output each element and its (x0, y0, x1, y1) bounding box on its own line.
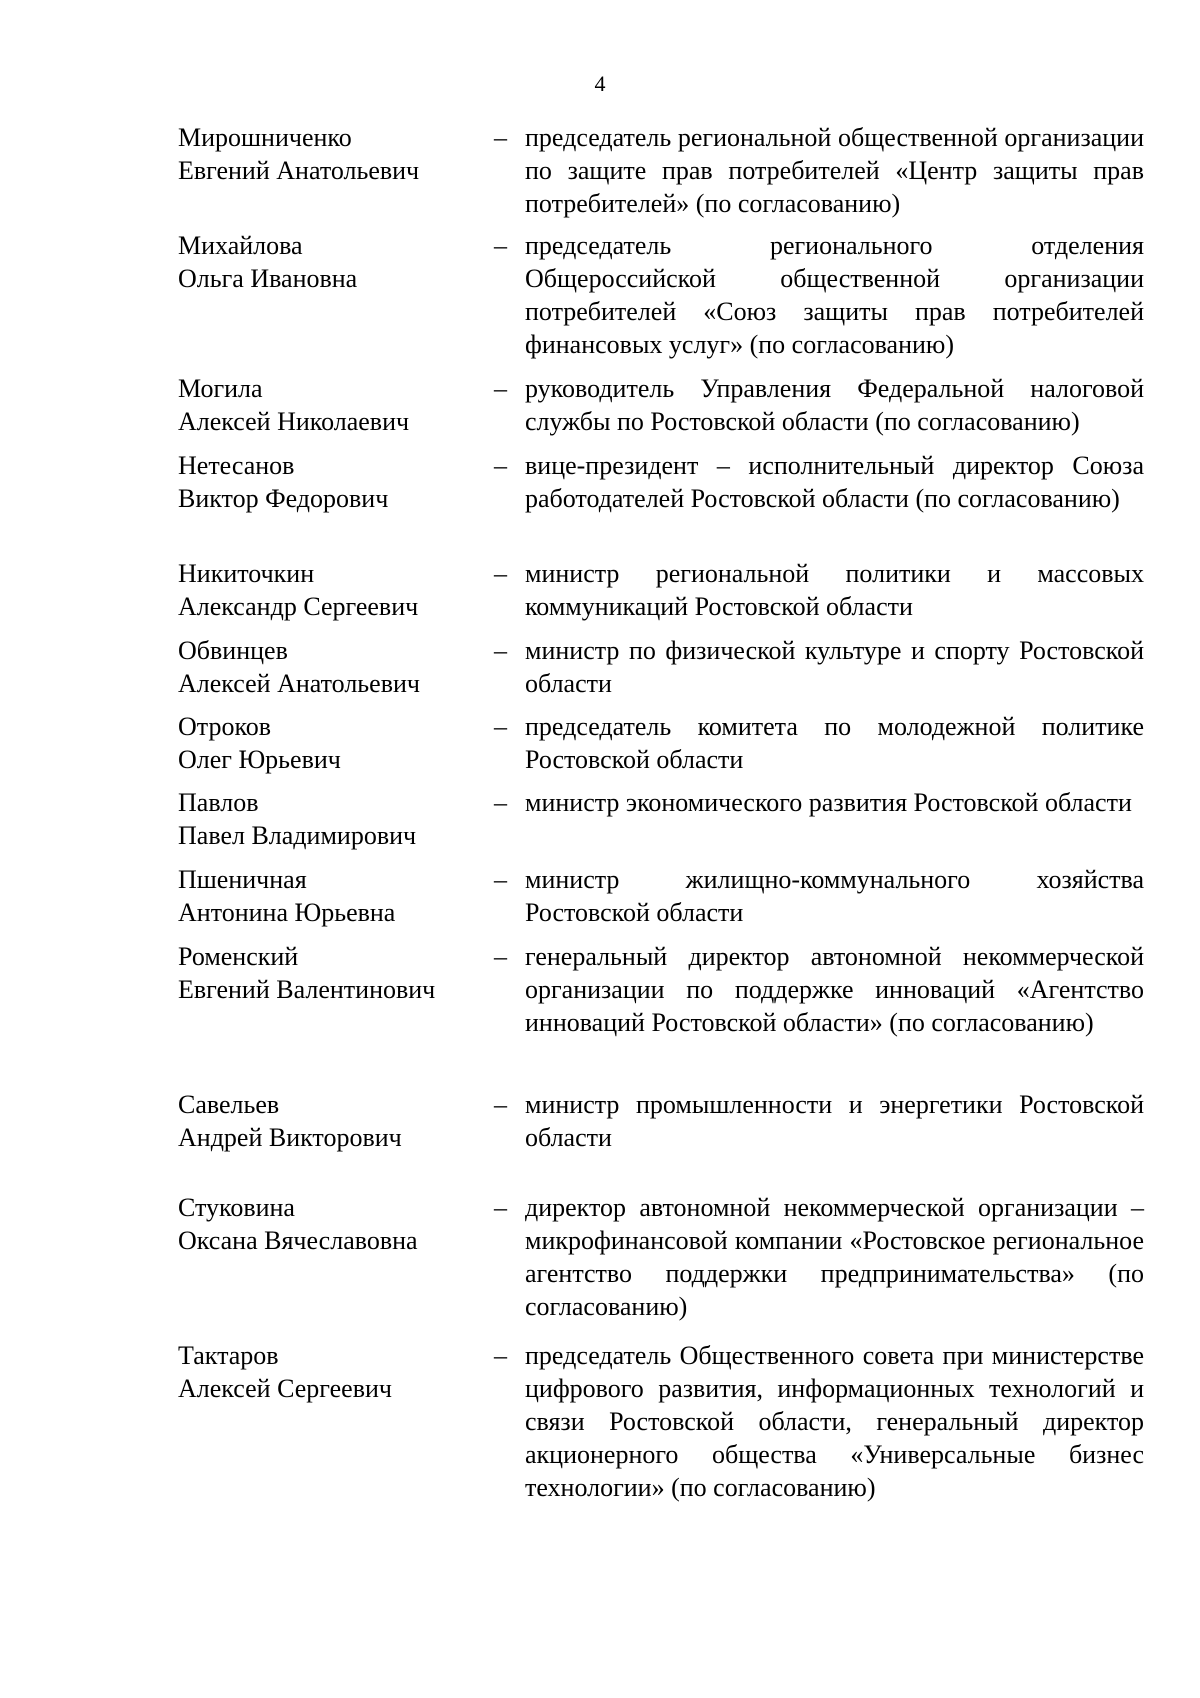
member-surname: Павлов (178, 788, 259, 817)
member-surname: Никиточкин (178, 559, 315, 588)
page-number: 4 (594, 71, 606, 96)
member-given-name: Евгений Валентинович (178, 975, 436, 1004)
member-role: министр по физической культуре и спорту Ростовской области (525, 636, 1144, 698)
member-surname: Отроков (178, 712, 272, 741)
member-given-name: Алексей Анатольевич (178, 669, 420, 698)
member-role: председатель Общественного совета при министерстве цифрового развития, информационных технологий и связи Ростовской области, генеральный директор акционерного общества «Универсальные бизнес технологии» (по согласованию) (525, 1341, 1144, 1502)
member-surname: Роменский (178, 942, 299, 971)
dash-separator: – (494, 1341, 507, 1370)
member-name (178, 863, 478, 929)
member-given-name: Ольга Ивановна (178, 264, 358, 293)
dash-separator: – (494, 942, 507, 971)
member-given-name: Антонина Юрьевна (178, 898, 396, 927)
member-surname: Савельев (178, 1090, 280, 1119)
member-surname: Стуковина (178, 1193, 295, 1222)
member-given-name: Олег Юрьевич (178, 745, 341, 774)
member-given-name: Алексей Николаевич (178, 407, 410, 436)
member-surname: Могила (178, 374, 263, 403)
member-surname: Обвинцев (178, 636, 288, 665)
dash-separator: – (494, 374, 507, 403)
member-surname: Нетесанов (178, 451, 295, 480)
member-surname: Мирошниченко (178, 123, 352, 152)
member-role: директор автономной некоммерческой организации – микрофинансовой компании «Ростовское региональное агентство поддержки предпринимательства» (по согласованию) (525, 1193, 1144, 1321)
member-role: министр промышленности и энергетики Ростовской области (525, 1090, 1144, 1152)
dash-separator: – (494, 865, 507, 894)
member-name (178, 121, 478, 187)
member-name (178, 557, 478, 623)
member-surname: Михайлова (178, 231, 303, 260)
member-name (178, 449, 478, 515)
member-name (178, 229, 478, 295)
member-role: руководитель Управления Федеральной налоговой службы по Ростовской области (по согласованию) (525, 374, 1144, 436)
member-name (178, 1191, 478, 1257)
member-given-name: Андрей Викторович (178, 1123, 402, 1152)
member-name (178, 710, 478, 776)
member-given-name: Александр Сергеевич (178, 592, 419, 621)
dash-separator: – (494, 788, 507, 817)
member-name (178, 1339, 478, 1405)
member-role: министр региональной политики и массовых коммуникаций Ростовской области (525, 559, 1144, 621)
member-role: председатель региональной общественной организации по защите прав потребителей «Центр защиты прав потребителей» (по согласованию) (525, 123, 1144, 218)
member-name (178, 1088, 478, 1154)
member-surname: Тактаров (178, 1341, 279, 1370)
member-role: вице-президент – исполнительный директор Союза работодателей Ростовской области (по согласованию) (525, 451, 1144, 513)
member-given-name: Алексей Сергеевич (178, 1374, 392, 1403)
dash-separator: – (494, 559, 507, 588)
member-given-name: Оксана Вячеславовна (178, 1226, 418, 1255)
member-name (178, 634, 478, 700)
dash-separator: – (494, 123, 507, 152)
member-role: министр жилищно-коммунального хозяйства Ростовской области (525, 865, 1144, 927)
member-role: генеральный директор автономной некоммерческой организации по поддержке инноваций «Агентство инноваций Ростовской области» (по согласованию) (525, 942, 1144, 1037)
dash-separator: – (494, 712, 507, 741)
member-given-name: Павел Владимирович (178, 821, 417, 850)
dash-separator: – (494, 451, 507, 480)
dash-separator: – (494, 1090, 507, 1119)
dash-separator: – (494, 636, 507, 665)
member-given-name: Виктор Федорович (178, 484, 389, 513)
member-role: председатель регионального отделения Общероссийской общественной организации потребителей «Союз защиты прав потребителей финансовых услуг» (по согласованию) (525, 231, 1144, 359)
dash-separator: – (494, 1193, 507, 1222)
member-name (178, 372, 478, 438)
dash-separator: – (494, 231, 507, 260)
member-name (178, 940, 478, 1006)
member-surname: Пшеничная (178, 865, 307, 894)
member-name (178, 786, 478, 852)
member-given-name: Евгений Анатольевич (178, 156, 420, 185)
member-role: министр экономического развития Ростовской области (525, 788, 1132, 817)
member-role: председатель комитета по молодежной политике Ростовской области (525, 712, 1144, 774)
